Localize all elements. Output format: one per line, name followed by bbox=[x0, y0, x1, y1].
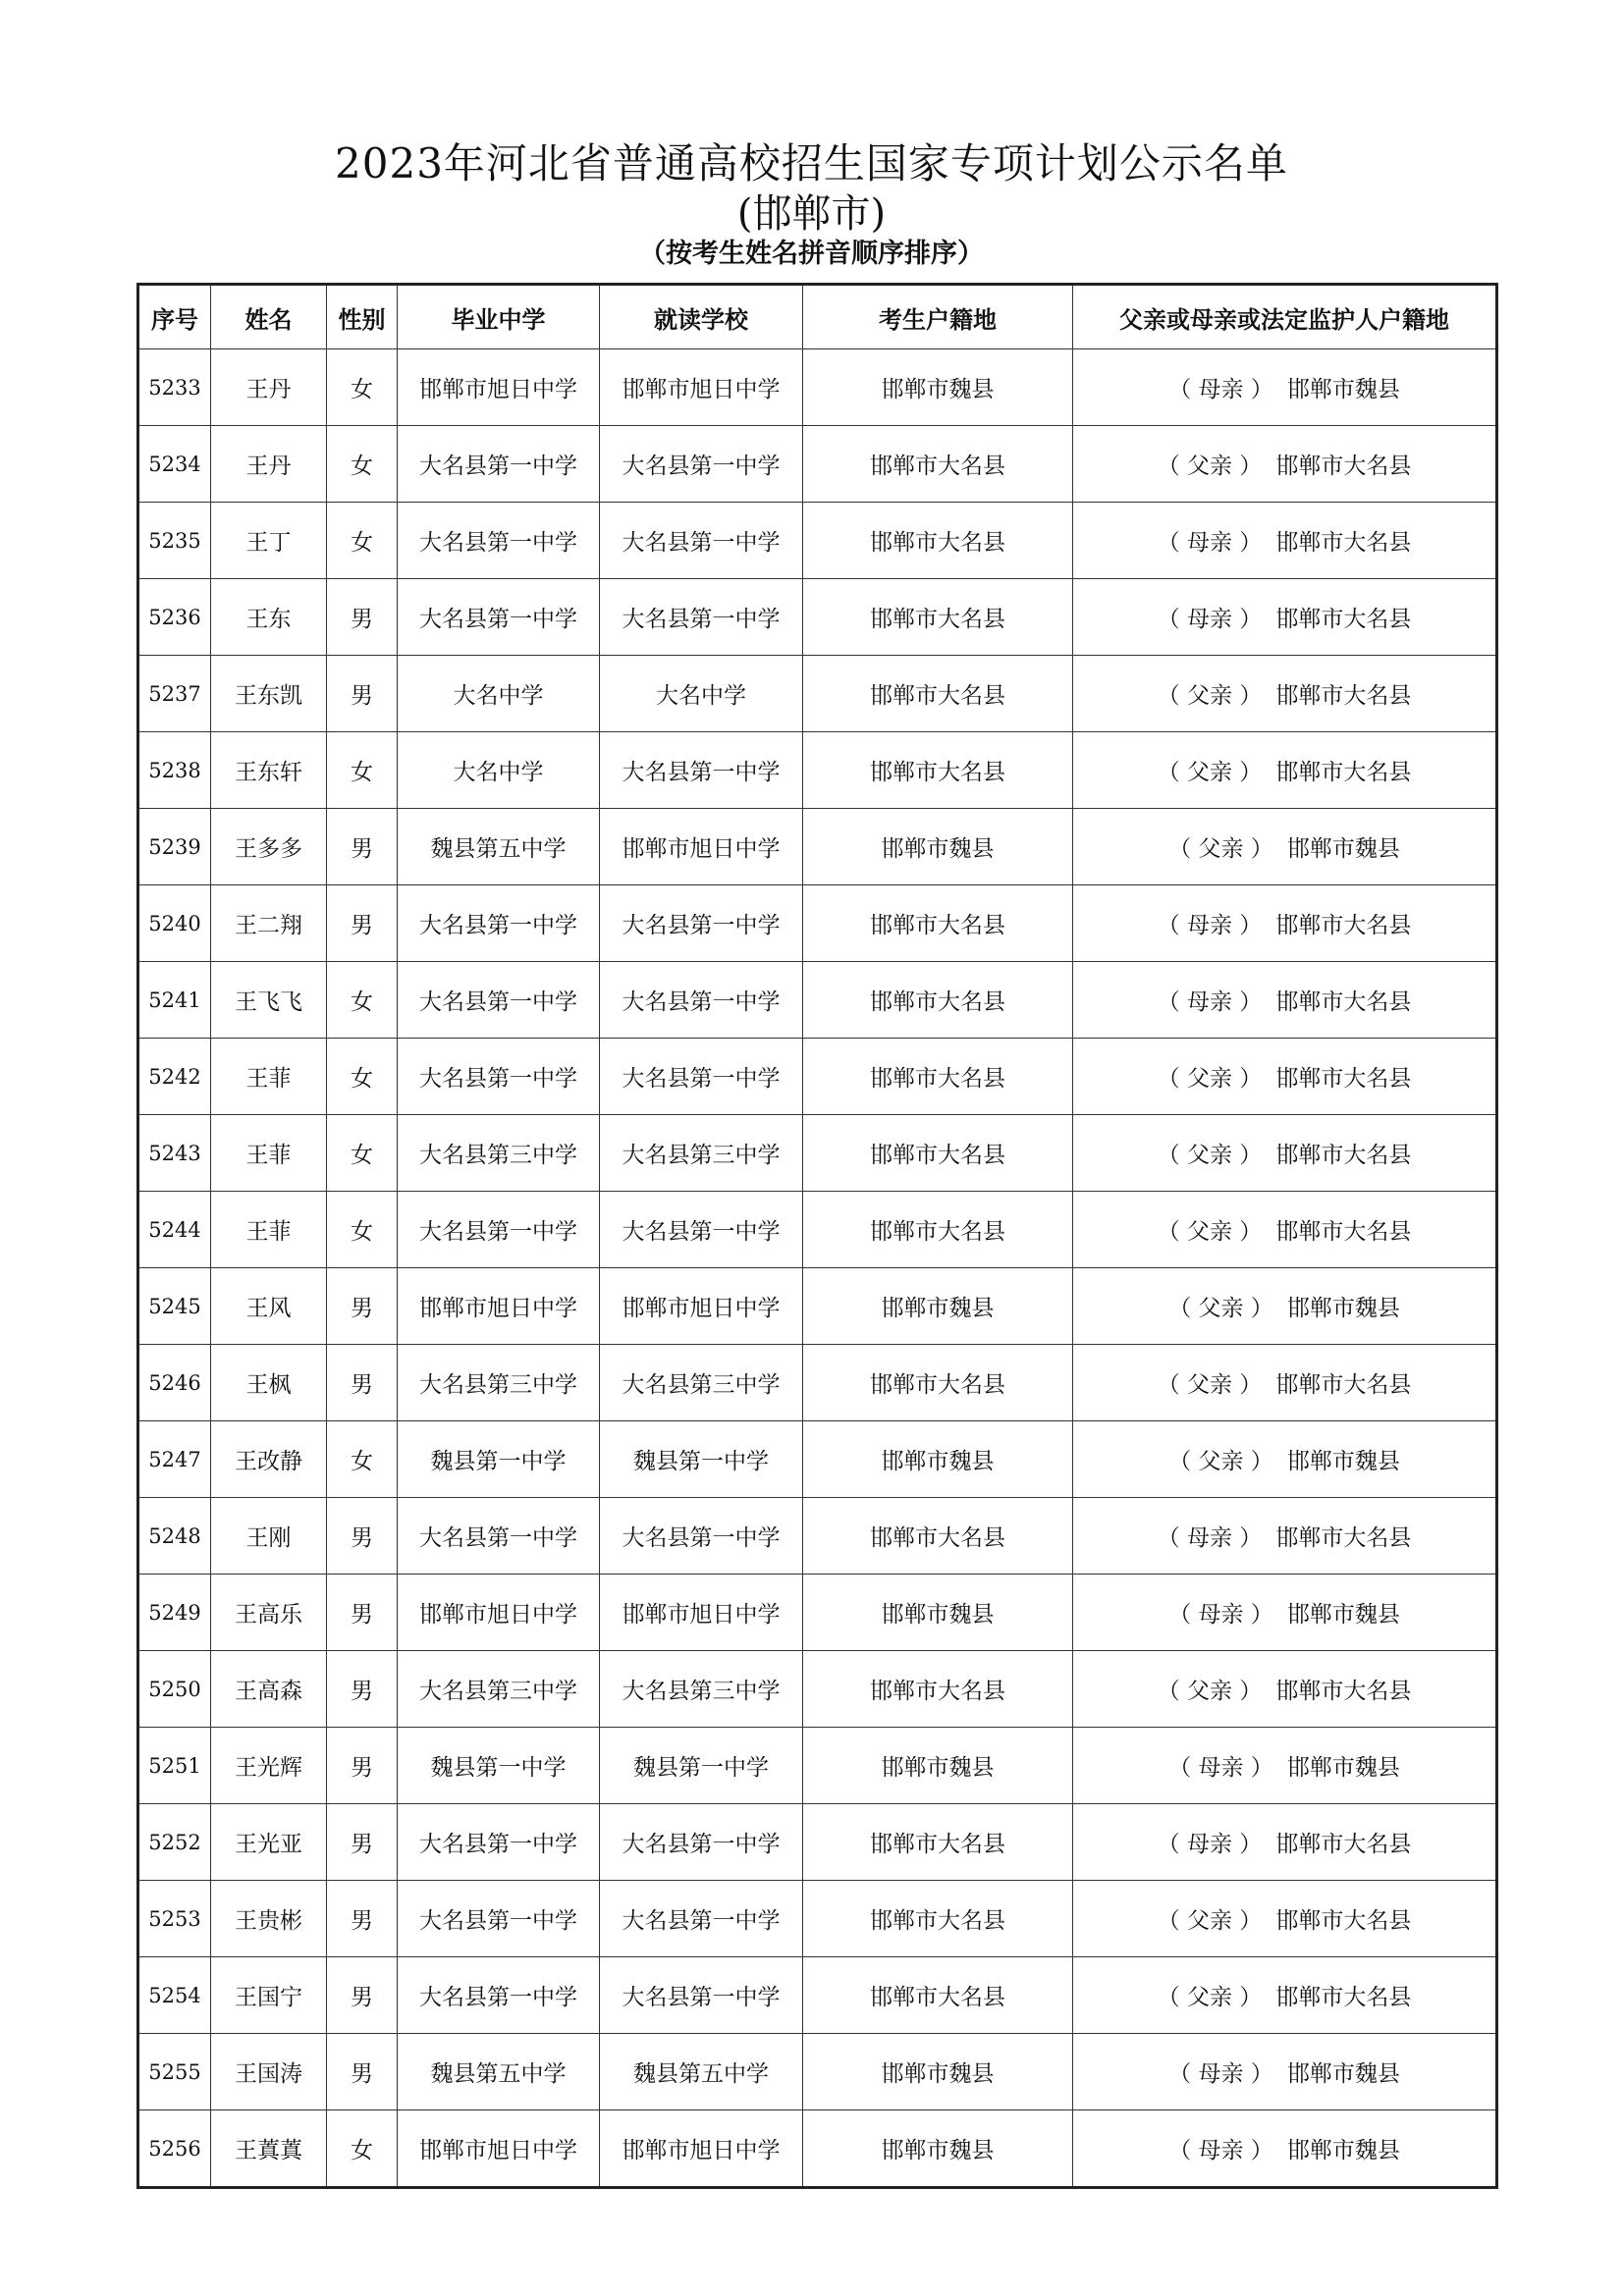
cell-grad-school: 大名县第一中学 bbox=[398, 1192, 600, 1268]
cell-current-school: 大名县第三中学 bbox=[600, 1345, 803, 1421]
guardian-relation: （ 父亲 ） bbox=[1168, 836, 1273, 862]
cell-hukou: 邯郸市大名县 bbox=[803, 1498, 1073, 1575]
cell-hukou: 邯郸市大名县 bbox=[803, 1345, 1073, 1421]
sort-note: （按考生姓名拼音顺序排序） bbox=[639, 239, 984, 269]
guardian-relation: （ 母亲 ） bbox=[1168, 2138, 1273, 2163]
cell-hukou: 邯郸市大名县 bbox=[803, 1881, 1073, 1957]
table-row bbox=[138, 1881, 1497, 1957]
header-current-school: 就读学校 bbox=[600, 285, 803, 349]
guardian-hukou: 邯郸市大名县 bbox=[1275, 1143, 1412, 1168]
cell-current-school: 大名县第一中学 bbox=[600, 885, 803, 962]
cell-gender: 女 bbox=[327, 2110, 398, 2188]
cell-gender: 男 bbox=[327, 1728, 398, 1804]
cell-hukou: 邯郸市大名县 bbox=[803, 885, 1073, 962]
cell-grad-school: 魏县第五中学 bbox=[398, 809, 600, 885]
cell-guardian bbox=[1073, 2034, 1497, 2110]
cell-guardian bbox=[1073, 1575, 1497, 1651]
cell-gender: 女 bbox=[327, 349, 398, 426]
cell-name: 王高乐 bbox=[211, 1575, 327, 1651]
header-grad-school: 毕业中学 bbox=[398, 285, 600, 349]
cell-grad-school: 邯郸市旭日中学 bbox=[398, 1268, 600, 1345]
cell-seq: 5240 bbox=[138, 885, 211, 962]
cell-seq: 5242 bbox=[138, 1039, 211, 1115]
cell-guardian bbox=[1073, 579, 1497, 656]
cell-grad-school: 大名县第一中学 bbox=[398, 1881, 600, 1957]
cell-seq: 5251 bbox=[138, 1728, 211, 1804]
cell-guardian bbox=[1073, 426, 1497, 503]
table-row bbox=[138, 426, 1497, 503]
guardian-relation: （ 父亲 ） bbox=[1157, 454, 1263, 479]
guardian-relation: （ 父亲 ） bbox=[1157, 1985, 1263, 2010]
guardian-relation: （ 母亲 ） bbox=[1157, 530, 1263, 556]
cell-current-school: 大名县第一中学 bbox=[600, 503, 803, 579]
cell-gender: 男 bbox=[327, 1268, 398, 1345]
cell-current-school: 大名县第一中学 bbox=[600, 732, 803, 809]
cell-grad-school: 大名县第一中学 bbox=[398, 1039, 600, 1115]
cell-gender: 男 bbox=[327, 1881, 398, 1957]
cell-current-school: 大名县第三中学 bbox=[600, 1651, 803, 1728]
cell-guardian bbox=[1073, 2110, 1497, 2188]
cell-grad-school: 大名中学 bbox=[398, 656, 600, 732]
cell-grad-school: 大名县第一中学 bbox=[398, 1498, 600, 1575]
table-row bbox=[138, 809, 1497, 885]
guardian-hukou: 邯郸市魏县 bbox=[1286, 1602, 1400, 1628]
cell-hukou: 邯郸市魏县 bbox=[803, 2034, 1073, 2110]
cell-guardian bbox=[1073, 349, 1497, 426]
guardian-hukou: 邯郸市大名县 bbox=[1275, 1985, 1412, 2010]
guardian-relation: （ 父亲 ） bbox=[1168, 1296, 1273, 1321]
cell-seq: 5244 bbox=[138, 1192, 211, 1268]
table-row bbox=[138, 1115, 1497, 1192]
cell-guardian bbox=[1073, 1728, 1497, 1804]
header-guardian-hukou: 父亲或母亲或法定监护人户籍地 bbox=[1073, 285, 1497, 349]
guardian-relation: （ 父亲 ） bbox=[1157, 683, 1263, 709]
cell-name: 王蒖蒖 bbox=[211, 2110, 327, 2188]
cell-hukou: 邯郸市大名县 bbox=[803, 426, 1073, 503]
cell-guardian bbox=[1073, 732, 1497, 809]
table-row bbox=[138, 1651, 1497, 1728]
guardian-relation: （ 母亲 ） bbox=[1157, 989, 1263, 1015]
cell-name: 王东轩 bbox=[211, 732, 327, 809]
guardian-hukou: 邯郸市大名县 bbox=[1275, 1066, 1412, 1092]
cell-current-school: 大名县第三中学 bbox=[600, 1115, 803, 1192]
cell-gender: 男 bbox=[327, 1651, 398, 1728]
cell-gender: 男 bbox=[327, 1498, 398, 1575]
table-row bbox=[138, 1192, 1497, 1268]
cell-seq: 5235 bbox=[138, 503, 211, 579]
cell-seq: 5256 bbox=[138, 2110, 211, 2188]
table-row bbox=[138, 656, 1497, 732]
cell-guardian bbox=[1073, 885, 1497, 962]
cell-hukou: 邯郸市魏县 bbox=[803, 2110, 1073, 2188]
table-row bbox=[138, 962, 1497, 1039]
table-row bbox=[138, 732, 1497, 809]
cell-current-school: 大名县第一中学 bbox=[600, 1039, 803, 1115]
cell-name: 王光亚 bbox=[211, 1804, 327, 1881]
guardian-hukou: 邯郸市魏县 bbox=[1286, 1449, 1400, 1474]
cell-name: 王菲 bbox=[211, 1192, 327, 1268]
cell-seq: 5238 bbox=[138, 732, 211, 809]
cell-guardian bbox=[1073, 1651, 1497, 1728]
cell-grad-school: 大名县第一中学 bbox=[398, 503, 600, 579]
cell-guardian bbox=[1073, 503, 1497, 579]
cell-seq: 5255 bbox=[138, 2034, 211, 2110]
cell-current-school: 邯郸市旭日中学 bbox=[600, 2110, 803, 2188]
cell-hukou: 邯郸市大名县 bbox=[803, 732, 1073, 809]
guardian-relation: （ 父亲 ） bbox=[1157, 1143, 1263, 1168]
cell-current-school: 大名县第一中学 bbox=[600, 962, 803, 1039]
cell-name: 王飞飞 bbox=[211, 962, 327, 1039]
cell-hukou: 邯郸市魏县 bbox=[803, 809, 1073, 885]
cell-gender: 女 bbox=[327, 1039, 398, 1115]
cell-seq: 5233 bbox=[138, 349, 211, 426]
cell-gender: 男 bbox=[327, 1804, 398, 1881]
cell-grad-school: 大名县第一中学 bbox=[398, 962, 600, 1039]
header-gender: 性别 bbox=[327, 285, 398, 349]
cell-grad-school: 大名中学 bbox=[398, 732, 600, 809]
header-hukou: 考生户籍地 bbox=[803, 285, 1073, 349]
guardian-relation: （ 母亲 ） bbox=[1168, 2061, 1273, 2087]
cell-gender: 男 bbox=[327, 2034, 398, 2110]
document-subtitle: (邯郸市) bbox=[736, 191, 887, 237]
cell-hukou: 邯郸市大名县 bbox=[803, 579, 1073, 656]
cell-gender: 女 bbox=[327, 426, 398, 503]
cell-seq: 5250 bbox=[138, 1651, 211, 1728]
table-row bbox=[138, 1575, 1497, 1651]
cell-name: 王东 bbox=[211, 579, 327, 656]
cell-hukou: 邯郸市魏县 bbox=[803, 1728, 1073, 1804]
table-body bbox=[138, 349, 1497, 2188]
table-row bbox=[138, 2034, 1497, 2110]
cell-seq: 5249 bbox=[138, 1575, 211, 1651]
guardian-relation: （ 母亲 ） bbox=[1168, 377, 1273, 402]
cell-hukou: 邯郸市大名县 bbox=[803, 656, 1073, 732]
cell-current-school: 大名县第一中学 bbox=[600, 1957, 803, 2034]
guardian-hukou: 邯郸市魏县 bbox=[1286, 377, 1400, 402]
cell-grad-school: 大名县第一中学 bbox=[398, 1957, 600, 2034]
cell-hukou: 邯郸市魏县 bbox=[803, 1575, 1073, 1651]
cell-gender: 女 bbox=[327, 503, 398, 579]
cell-guardian bbox=[1073, 1498, 1497, 1575]
cell-name: 王菲 bbox=[211, 1039, 327, 1115]
cell-name: 王国宁 bbox=[211, 1957, 327, 2034]
guardian-hukou: 邯郸市大名县 bbox=[1275, 1908, 1412, 1934]
cell-hukou: 邯郸市大名县 bbox=[803, 1651, 1073, 1728]
cell-seq: 5234 bbox=[138, 426, 211, 503]
cell-gender: 女 bbox=[327, 1115, 398, 1192]
cell-current-school: 邯郸市旭日中学 bbox=[600, 349, 803, 426]
cell-current-school: 魏县第一中学 bbox=[600, 1421, 803, 1498]
cell-gender: 女 bbox=[327, 1192, 398, 1268]
cell-grad-school: 魏县第一中学 bbox=[398, 1728, 600, 1804]
cell-grad-school: 大名县第一中学 bbox=[398, 885, 600, 962]
table-row bbox=[138, 503, 1497, 579]
cell-current-school: 大名县第一中学 bbox=[600, 1881, 803, 1957]
header-name: 姓名 bbox=[211, 285, 327, 349]
cell-guardian bbox=[1073, 1421, 1497, 1498]
table-row bbox=[138, 1957, 1497, 2034]
guardian-hukou: 邯郸市魏县 bbox=[1286, 2138, 1400, 2163]
guardian-relation: （ 母亲 ） bbox=[1157, 607, 1263, 632]
guardian-hukou: 邯郸市魏县 bbox=[1286, 2061, 1400, 2087]
table-row bbox=[138, 349, 1497, 426]
guardian-relation: （ 父亲 ） bbox=[1157, 1372, 1263, 1398]
table-row bbox=[138, 1804, 1497, 1881]
cell-hukou: 邯郸市大名县 bbox=[803, 503, 1073, 579]
table-row bbox=[138, 1728, 1497, 1804]
cell-name: 王光辉 bbox=[211, 1728, 327, 1804]
guardian-relation: （ 父亲 ） bbox=[1168, 1449, 1273, 1474]
cell-seq: 5247 bbox=[138, 1421, 211, 1498]
document-title: 2023年河北省普通高校招生国家专项计划公示名单 bbox=[335, 139, 1288, 187]
guardian-relation: （ 母亲 ） bbox=[1157, 1525, 1263, 1551]
cell-hukou: 邯郸市大名县 bbox=[803, 1039, 1073, 1115]
cell-grad-school: 邯郸市旭日中学 bbox=[398, 349, 600, 426]
cell-hukou: 邯郸市魏县 bbox=[803, 1268, 1073, 1345]
guardian-hukou: 邯郸市大名县 bbox=[1275, 1832, 1412, 1857]
guardian-hukou: 邯郸市大名县 bbox=[1275, 1525, 1412, 1551]
cell-guardian bbox=[1073, 1039, 1497, 1115]
table-row bbox=[138, 1421, 1497, 1498]
guardian-relation: （ 母亲 ） bbox=[1168, 1602, 1273, 1628]
cell-current-school: 邯郸市旭日中学 bbox=[600, 809, 803, 885]
cell-guardian bbox=[1073, 1115, 1497, 1192]
guardian-hukou: 邯郸市大名县 bbox=[1275, 454, 1412, 479]
cell-name: 王国涛 bbox=[211, 2034, 327, 2110]
cell-gender: 男 bbox=[327, 1575, 398, 1651]
table-row bbox=[138, 1345, 1497, 1421]
guardian-hukou: 邯郸市大名县 bbox=[1275, 1679, 1412, 1704]
table-row bbox=[138, 1268, 1497, 1345]
guardian-hukou: 邯郸市大名县 bbox=[1275, 1219, 1412, 1245]
guardian-hukou: 邯郸市大名县 bbox=[1275, 683, 1412, 709]
cell-name: 王东凯 bbox=[211, 656, 327, 732]
cell-gender: 女 bbox=[327, 1421, 398, 1498]
cell-gender: 男 bbox=[327, 656, 398, 732]
table-row bbox=[138, 1498, 1497, 1575]
guardian-relation: （ 父亲 ） bbox=[1157, 1908, 1263, 1934]
cell-current-school: 大名县第一中学 bbox=[600, 426, 803, 503]
cell-seq: 5243 bbox=[138, 1115, 211, 1192]
cell-name: 王高森 bbox=[211, 1651, 327, 1728]
cell-hukou: 邯郸市魏县 bbox=[803, 1421, 1073, 1498]
cell-seq: 5245 bbox=[138, 1268, 211, 1345]
cell-name: 王贵彬 bbox=[211, 1881, 327, 1957]
cell-grad-school: 大名县第三中学 bbox=[398, 1345, 600, 1421]
cell-gender: 男 bbox=[327, 809, 398, 885]
guardian-hukou: 邯郸市大名县 bbox=[1275, 760, 1412, 785]
guardian-relation: （ 父亲 ） bbox=[1157, 1679, 1263, 1704]
cell-seq: 5239 bbox=[138, 809, 211, 885]
cell-grad-school: 魏县第一中学 bbox=[398, 1421, 600, 1498]
guardian-relation: （ 母亲 ） bbox=[1168, 1755, 1273, 1781]
cell-grad-school: 大名县第三中学 bbox=[398, 1115, 600, 1192]
table-row bbox=[138, 579, 1497, 656]
guardian-relation: （ 母亲 ） bbox=[1157, 1832, 1263, 1857]
cell-grad-school: 魏县第五中学 bbox=[398, 2034, 600, 2110]
cell-current-school: 大名中学 bbox=[600, 656, 803, 732]
cell-hukou: 邯郸市大名县 bbox=[803, 962, 1073, 1039]
cell-current-school: 大名县第一中学 bbox=[600, 579, 803, 656]
cell-guardian bbox=[1073, 1192, 1497, 1268]
table-row bbox=[138, 2110, 1497, 2188]
cell-hukou: 邯郸市大名县 bbox=[803, 1115, 1073, 1192]
cell-hukou: 邯郸市大名县 bbox=[803, 1804, 1073, 1881]
cell-current-school: 大名县第一中学 bbox=[600, 1498, 803, 1575]
cell-current-school: 大名县第一中学 bbox=[600, 1804, 803, 1881]
guardian-hukou: 邯郸市魏县 bbox=[1286, 1755, 1400, 1781]
cell-grad-school: 大名县第三中学 bbox=[398, 1651, 600, 1728]
cell-name: 王改静 bbox=[211, 1421, 327, 1498]
table-row bbox=[138, 885, 1497, 962]
cell-current-school: 魏县第五中学 bbox=[600, 2034, 803, 2110]
guardian-hukou: 邯郸市大名县 bbox=[1275, 530, 1412, 556]
guardian-hukou: 邯郸市魏县 bbox=[1286, 836, 1400, 862]
guardian-hukou: 邯郸市大名县 bbox=[1275, 607, 1412, 632]
cell-current-school: 大名县第一中学 bbox=[600, 1192, 803, 1268]
cell-name: 王刚 bbox=[211, 1498, 327, 1575]
cell-guardian bbox=[1073, 962, 1497, 1039]
cell-current-school: 邯郸市旭日中学 bbox=[600, 1268, 803, 1345]
guardian-relation: （ 父亲 ） bbox=[1157, 1066, 1263, 1092]
cell-seq: 5241 bbox=[138, 962, 211, 1039]
cell-guardian bbox=[1073, 1345, 1497, 1421]
cell-guardian bbox=[1073, 1804, 1497, 1881]
cell-gender: 男 bbox=[327, 885, 398, 962]
cell-name: 王二翔 bbox=[211, 885, 327, 962]
cell-seq: 5246 bbox=[138, 1345, 211, 1421]
cell-hukou: 邯郸市魏县 bbox=[803, 349, 1073, 426]
cell-name: 王菲 bbox=[211, 1115, 327, 1192]
cell-guardian bbox=[1073, 809, 1497, 885]
cell-seq: 5237 bbox=[138, 656, 211, 732]
cell-name: 王丁 bbox=[211, 503, 327, 579]
cell-guardian bbox=[1073, 1881, 1497, 1957]
cell-gender: 女 bbox=[327, 732, 398, 809]
guardian-relation: （ 母亲 ） bbox=[1157, 913, 1263, 938]
cell-name: 王多多 bbox=[211, 809, 327, 885]
student-list-table bbox=[136, 283, 1498, 2189]
cell-grad-school: 大名县第一中学 bbox=[398, 1804, 600, 1881]
cell-seq: 5252 bbox=[138, 1804, 211, 1881]
cell-gender: 男 bbox=[327, 1345, 398, 1421]
guardian-hukou: 邯郸市大名县 bbox=[1275, 913, 1412, 938]
cell-seq: 5253 bbox=[138, 1881, 211, 1957]
cell-gender: 女 bbox=[327, 962, 398, 1039]
cell-name: 王枫 bbox=[211, 1345, 327, 1421]
cell-name: 王丹 bbox=[211, 349, 327, 426]
cell-current-school: 魏县第一中学 bbox=[600, 1728, 803, 1804]
table-header-row bbox=[138, 285, 1497, 349]
guardian-hukou: 邯郸市魏县 bbox=[1286, 1296, 1400, 1321]
guardian-hukou: 邯郸市大名县 bbox=[1275, 989, 1412, 1015]
cell-seq: 5254 bbox=[138, 1957, 211, 2034]
cell-hukou: 邯郸市大名县 bbox=[803, 1957, 1073, 2034]
cell-hukou: 邯郸市大名县 bbox=[803, 1192, 1073, 1268]
cell-guardian bbox=[1073, 656, 1497, 732]
guardian-relation: （ 父亲 ） bbox=[1157, 760, 1263, 785]
table-row bbox=[138, 1039, 1497, 1115]
cell-seq: 5248 bbox=[138, 1498, 211, 1575]
cell-guardian bbox=[1073, 1957, 1497, 2034]
cell-grad-school: 大名县第一中学 bbox=[398, 426, 600, 503]
guardian-relation: （ 父亲 ） bbox=[1157, 1219, 1263, 1245]
cell-guardian bbox=[1073, 1268, 1497, 1345]
header-seq: 序号 bbox=[138, 285, 211, 349]
cell-gender: 男 bbox=[327, 579, 398, 656]
cell-name: 王丹 bbox=[211, 426, 327, 503]
cell-current-school: 邯郸市旭日中学 bbox=[600, 1575, 803, 1651]
guardian-hukou: 邯郸市大名县 bbox=[1275, 1372, 1412, 1398]
cell-grad-school: 邯郸市旭日中学 bbox=[398, 2110, 600, 2188]
cell-name: 王风 bbox=[211, 1268, 327, 1345]
cell-gender: 男 bbox=[327, 1957, 398, 2034]
cell-grad-school: 邯郸市旭日中学 bbox=[398, 1575, 600, 1651]
cell-grad-school: 大名县第一中学 bbox=[398, 579, 600, 656]
cell-seq: 5236 bbox=[138, 579, 211, 656]
